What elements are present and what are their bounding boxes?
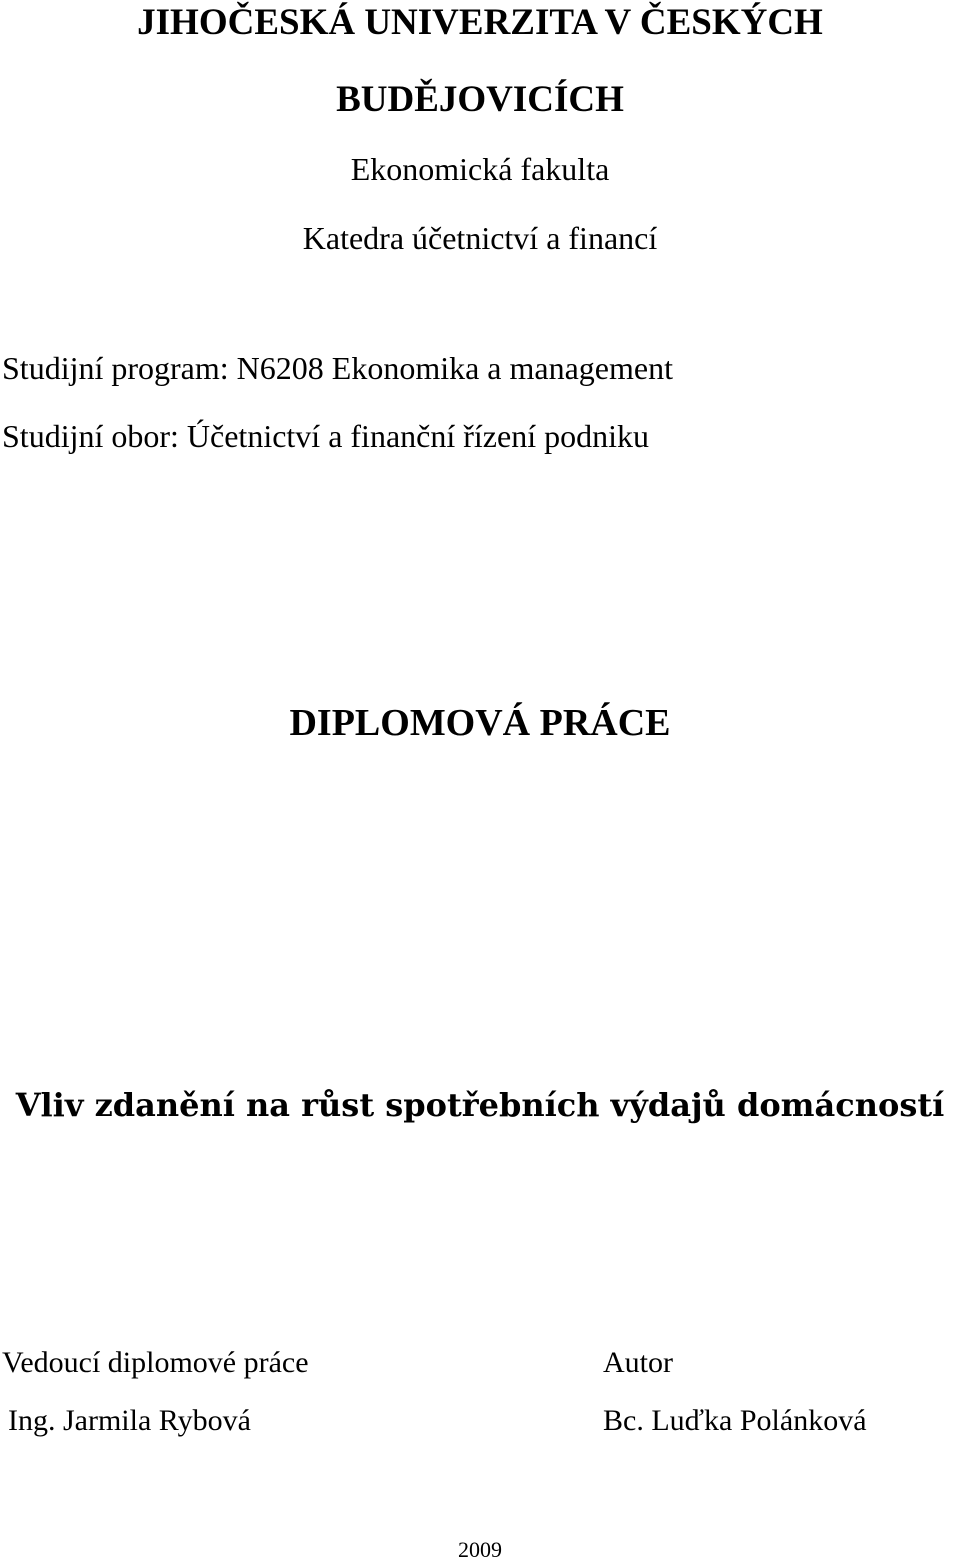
university-name-line-1: JIHOČESKÁ UNIVERZITA V ČESKÝCH [137,2,823,43]
thesis-type: DIPLOMOVÁ PRÁCE [289,702,671,744]
supervisor-label: Vedoucí diplomové práce [2,1346,309,1379]
department-name: Katedra účetnictví a financí [302,220,658,256]
year: 2009 [458,1537,502,1562]
author-name: Bc. Luďka Polánková [603,1404,867,1437]
study-program: Studijní program: N6208 Ekonomika a management [2,350,673,386]
thesis-title: Vliv zdanění na růst spotřebních výdajů domácností [15,1086,945,1124]
study-field: Studijní obor: Účetnictví a finanční řízení podniku [2,418,649,454]
university-name-line-2: BUDĚJOVICÍCH [336,79,624,120]
supervisor-name: Ing. Jarmila Rybová [8,1404,251,1437]
faculty-name: Ekonomická fakulta [350,151,610,187]
author-label: Autor [603,1346,673,1379]
